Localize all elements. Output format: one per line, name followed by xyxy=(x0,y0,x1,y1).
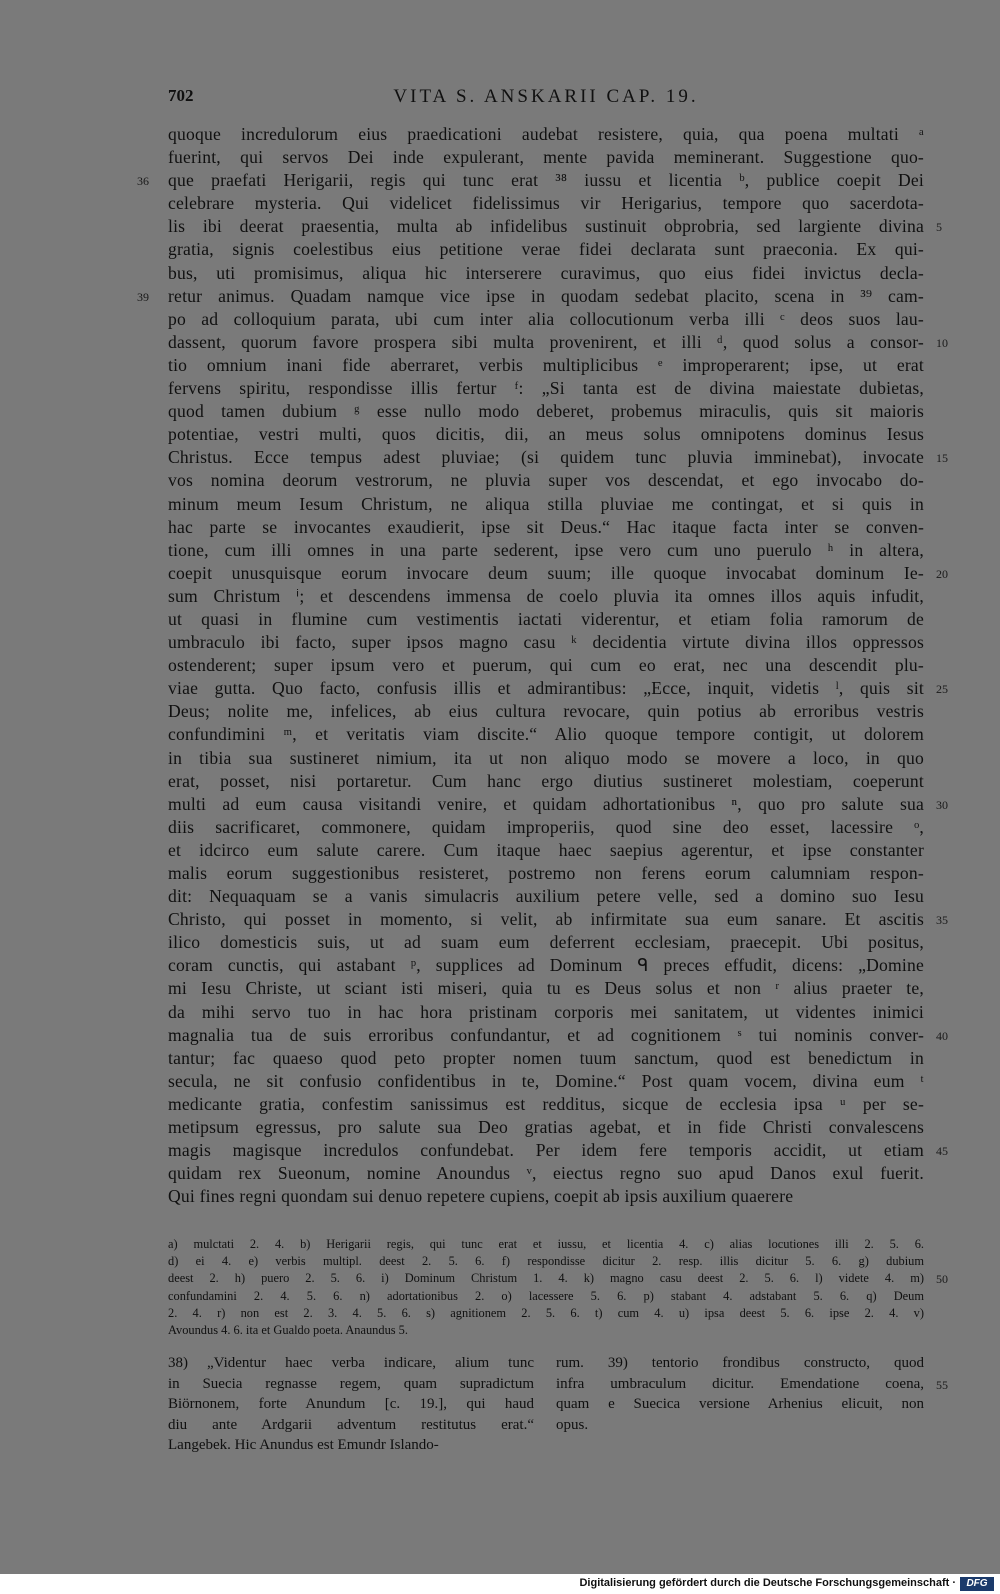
text-line: ut quasi in flumine cum vestimentis iactati viderentur, et etiam folia ramorum de xyxy=(168,608,924,629)
text-line: dassent, quorum favore prospera sibi multa provenirent, et illi ᵈ, quod solus a consor- xyxy=(168,331,924,352)
footnote-line: 2. 4. r) non est 2. 3. 4. 5. 6. s) agnitionem 2. 5. 6. t) cum 4. u) ipsa deest 5. 6. ipse 2. 4. v) xyxy=(168,1305,924,1320)
dfg-logo: DFG xyxy=(960,1577,994,1591)
note-line: infra umbraculum dicitur. Emendatione coena, xyxy=(556,1375,924,1392)
footnote-line: d) ei 4. e) verbis multipl. deest 2. 5. 6. f) respondisse dicitur 2. resp. illis dicitur 5. 6. g) dubium xyxy=(168,1254,924,1269)
note-line: in Suecia regnasse regem, quam supradictum xyxy=(168,1375,534,1392)
line-number: 45 xyxy=(936,1144,948,1159)
text-line: mi Iesu Christe, ut sciant isti miseri, quia tu es Deus solus et non ʳ alius praeter te, xyxy=(168,978,924,999)
line-number: 55 xyxy=(936,1377,948,1392)
note-line: rum. 39) tentorio frondibus constructo, quod xyxy=(556,1355,924,1371)
note-line: opus. xyxy=(556,1416,589,1433)
line-number: 20 xyxy=(936,566,948,581)
text-line: magis magisque incredulos confundebat. Per idem fere temporis accidit, ut etiam xyxy=(168,1140,924,1161)
text-line: da mihi servo tuo in hac hora pristinam corporis mei sanitatem, ut videntes inimici xyxy=(168,1001,924,1022)
text-line: retur animus. Quadam namque vice ipse in quodam sedebat placito, scena in ³⁹ cam- xyxy=(168,285,924,306)
footer-bar xyxy=(0,1574,1000,1594)
text-line: que praefati Herigarii, regis qui tunc erat ³⁸ iussu et licentia ᵇ, publice coepit Dei xyxy=(168,170,924,191)
text-line: et idcirco eum salute carere. Cum itaque haec saepius agerentur, et ipse constanter xyxy=(168,839,924,860)
text-line: malis eorum suggestionibus resisteret, postremo non ferens eorum calumniam respon- xyxy=(168,863,924,883)
footnote-line: confundamini 2. 4. 5. 6. n) adortationibus 2. o) lacessere 5. 6. p) stabant 4. adstabant 5. 6. q) Deum xyxy=(168,1288,924,1303)
footnote-line: a) mulctati 2. 4. b) Herigarii regis, qui tunc erat et iussu, et licentia 4. c) alias locutiones illi 2. 5. 6. xyxy=(168,1237,924,1251)
text-line: coram cunctis, qui astabant ᵖ, supplices ad Dominum ᑫ preces effudit, dicens: „Domine xyxy=(168,955,924,976)
text-line: tio omnium inani fide aberraret, verbis multiplicibus ᵉ improperarent; ipse, ut erat xyxy=(168,354,924,375)
note-reference-number: 36 xyxy=(137,174,149,189)
line-number: 30 xyxy=(936,797,948,812)
critical-apparatus xyxy=(168,1236,924,1339)
text-line: medicante gratia, confestim sanissimus est redditus, sicque de ecclesia ipsa ᵘ per se- xyxy=(168,1093,924,1114)
text-line: Deus; nolite me, infelices, ab eius cultura revocare, quin potius ab erroribus vestris xyxy=(168,701,924,722)
notes-right-column xyxy=(556,1353,924,1435)
text-line: po ad colloquium parata, ubi cum inter alia collocutionum verba illi ᶜ deos suos lau- xyxy=(168,308,924,329)
line-number: 40 xyxy=(936,1028,948,1043)
line-number: 10 xyxy=(936,335,948,350)
text-line: gratia, signis coelestibus eius petitione verae fidei declarata sunt praeconia. Ex qui- xyxy=(168,239,924,260)
text-line: metipsum egressus, pro salute sua Deo gratias agebat, et in fide Christi convalescens xyxy=(168,1117,924,1138)
page-header xyxy=(168,86,924,116)
text-line: sum Christum ⁱ; et descendens immensa de coelo pluvia ita omnes illos aquis infudit, xyxy=(168,585,924,606)
text-line: dit: Nequaquam se a vanis simulacris auxilium petere velle, sed a domino suo Iesu xyxy=(168,886,924,907)
text-line: multi ad eum causa visitandi venire, et quidam adhortationibus ⁿ, quo pro salute sua xyxy=(168,793,924,814)
text-line: Qui fines regni quondam sui denuo repetere cupiens, coepit ab ipsis auxilium quaerere xyxy=(168,1186,794,1207)
text-line: Christo, qui posset in momento, si velit, ab infirmitate sua eum sanare. Et ascitis xyxy=(168,909,924,930)
text-line: tione, cum illi omnes in una parte sederent, ipse vero cum uno puerulo ʰ in altera, xyxy=(168,539,924,560)
note-reference-number: 39 xyxy=(137,289,149,304)
text-line: minum meum Iesum Christum, ne aliqua stilla pluviae me contingat, et si quis in xyxy=(168,493,924,514)
text-line: lis ibi deerat praesentia, multa ab infidelibus sustinuit obprobria, sed largiente divina xyxy=(168,216,924,237)
text-line: secula, ne sit confusio confidentibus in te, Domine.“ Post quam vocem, divina eum ᵗ xyxy=(168,1070,924,1091)
text-line: confundimini ᵐ, et veritatis viam discite.“ Alio quoque tempore contigit, ut dolorem xyxy=(168,724,924,745)
footnote-line: deest 2. h) puero 2. 5. 6. i) Dominum Christum 1. 4. k) magno casu deest 2. 5. 6. l) videte 4. m) xyxy=(168,1271,924,1286)
text-line: fervens spiritu, respondisse illis fertur ᶠ: „Si tanta est de divina maiestate dubietas, xyxy=(168,378,924,399)
text-line: Christus. Ecce tempus adest pluviae; (si quidem tunc pluvia imminebat), invocate xyxy=(168,447,924,468)
text-line: in tibia sua sustineret nimium, ita ut non aliquo modo se movere a loco, in quo xyxy=(168,747,924,768)
text-line: magnalia tua de suis erroribus confundantur, et ad cognitionem ˢ tui nominis conver- xyxy=(168,1024,924,1045)
text-line: quoque incredulorum eius praedicationi audebat resistere, quia, qua poena multati ᵃ xyxy=(168,124,924,144)
page-number: 702 xyxy=(168,86,194,105)
main-text-block xyxy=(168,123,924,1208)
line-number: 15 xyxy=(936,451,948,466)
funding-notice: Digitalisierung gefördert durch die Deutsche Forschungsgemeinschaft · xyxy=(579,1577,956,1589)
text-line: celebrare mysteria. Qui videlicet fidelissimus vir Herigarius, tempore quo sacerdota- xyxy=(168,193,924,214)
text-line: tantur; fac quaeso quod peto propter nomen tuum sanctum, quod est benedictum in xyxy=(168,1047,924,1068)
notes-left-column xyxy=(168,1353,534,1456)
text-line: coepit unusquisque eorum invocare deum suum; ille quoque invocabat dominum Ie- xyxy=(168,562,924,583)
text-line: bus, uti promisimus, aliqua hic interserere curavimus, quo eius fidei invictus decla- xyxy=(168,262,924,283)
text-line: quidam rex Sueonum, nomine Anoundus ᵛ, eiectus regno suo apud Danos exul fuerit. xyxy=(168,1163,924,1184)
note-line: Biörnonem, forte Anundum [c. 19.], qui haud xyxy=(168,1396,534,1412)
running-title: VITA S. ANSKARII CAP. 19. xyxy=(393,86,699,107)
text-line: hac parte se invocantes exaudierit, ipse sit Deus.“ Hac itaque facta inter se conven- xyxy=(168,516,924,537)
text-line: ilico domesticis suis, ut ad suam eum deferrent ecclesiam, praecepit. Ubi positus, xyxy=(168,932,924,953)
line-number: 5 xyxy=(936,220,942,235)
line-number: 50 xyxy=(936,1272,948,1287)
note-line: quam e Suecica versione Arhenius elicuit, non xyxy=(556,1396,924,1412)
text-line: diis sacrificaret, commonere, quidam improperiis, quod sine deo esset, lacessire ᵒ, xyxy=(168,816,924,837)
text-line: viae gutta. Quo facto, confusis illis et admirantibus: „Ecce, inquit, videtis ˡ, quis sit xyxy=(168,678,924,699)
footnote-line: Avoundus 4. 6. ita et Gualdo poeta. Anaundus 5. xyxy=(168,1322,408,1337)
text-line: ostenderent; super ipsum vero et puerum, qui cum eo erat, nec una descendit plu- xyxy=(168,655,924,676)
text-line: potentiae, vestri multi, quos dicitis, dii, an meus solus omnipotens dominus Iesus xyxy=(168,424,924,445)
text-line: vos nomina deorum vestrorum, ne pluvia super vos descendat, et ego invocabo do- xyxy=(168,470,924,491)
text-line: umbraculo ibi facto, super ipsos magno casu ᵏ decidentia virtute divina illos oppressos xyxy=(168,632,924,653)
line-number: 35 xyxy=(936,913,948,928)
note-line: Langebek. Hic Anundus est Emundr Islando- xyxy=(168,1437,439,1453)
text-line: quod tamen dubium ᵍ esse nullo modo deberet, probemus miraculis, quis sit maioris xyxy=(168,401,924,422)
note-line: 38) „Videntur haec verba indicare, alium tunc xyxy=(168,1355,534,1371)
note-line: diu ante Ardgarii adventum restitutus erat.“ xyxy=(168,1416,534,1433)
line-number: 25 xyxy=(936,682,948,697)
text-line: erat, posset, nisi portaretur. Cum hanc ergo diutius sustineret molestiam, coeperunt xyxy=(168,770,924,791)
text-line: fuerint, qui servos Dei inde expulerant, mente pavida meminerant. Suggestione quo- xyxy=(168,147,924,168)
